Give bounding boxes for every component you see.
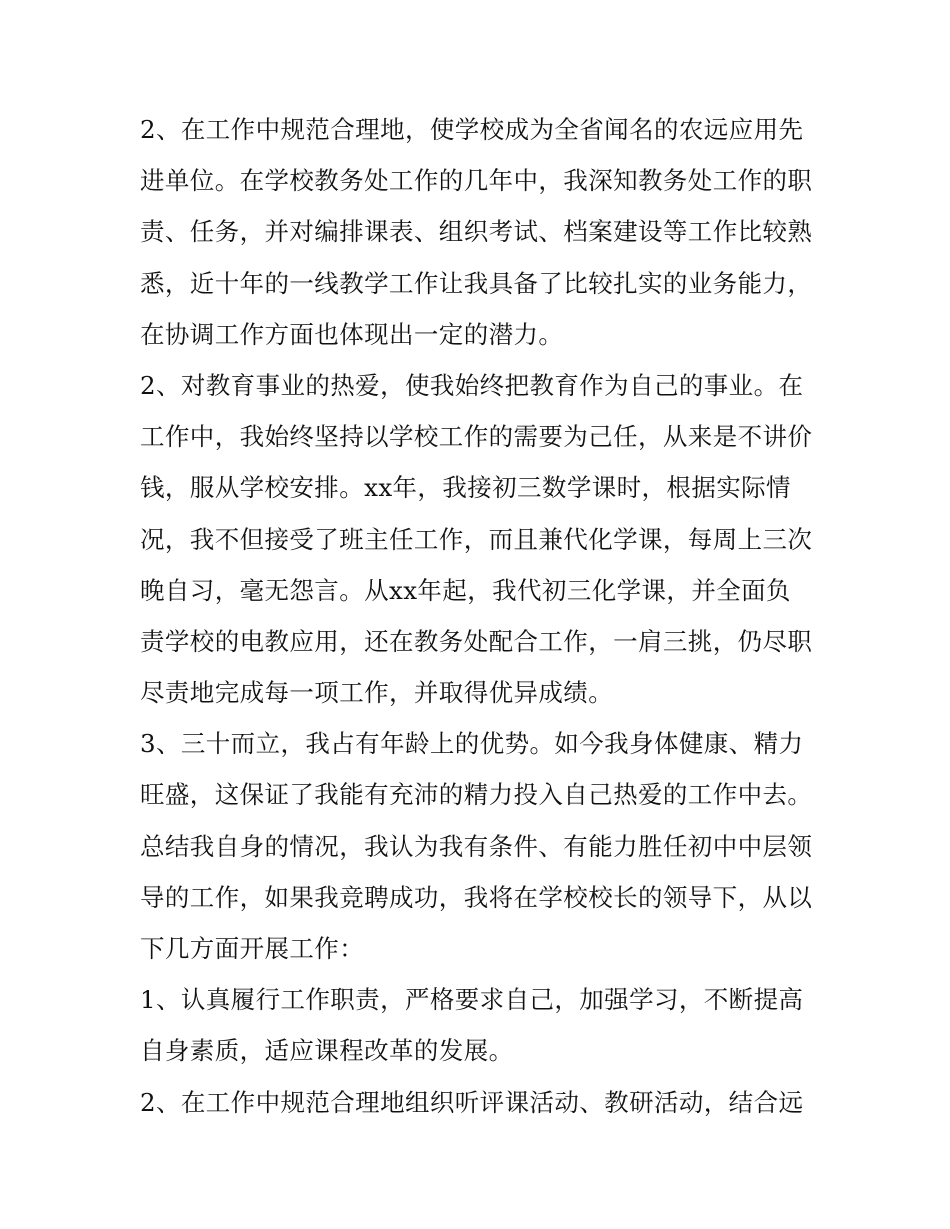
text-line: 自身素质，适应课程改革的发展。 (140, 1036, 514, 1066)
text-line: 工作中，我始终坚持以学校工作的需要为己任，从来是不讲价 (140, 422, 813, 452)
text-line: 尽责地完成每一项工作，并取得优异成绩。 (140, 678, 614, 708)
text-line: 晚自习，毫无怨言。从xx年起，我代初三化学课，并全面负 (140, 575, 791, 605)
text-line: 责、任务，并对编排课表、组织考试、档案建设等工作比较熟 (140, 217, 813, 247)
text-line: 在协调工作方面也体现出一定的潜力。 (140, 319, 564, 349)
text-line: 2、对教育事业的热爱，使我始终把教育作为自己的事业。在 (140, 370, 804, 400)
text-line: 钱，服从学校安排。xx年，我接初三数学课时，根据实际情 (140, 473, 791, 503)
text-line: 悉，近十年的一线教学工作让我具备了比较扎实的业务能力， (140, 268, 813, 298)
text-line: 况，我不但接受了班主任工作，而且兼代化学课，每周上三次 (140, 524, 813, 554)
text-line: 1、认真履行工作职责，严格要求自己，加强学习，不断提高 (140, 985, 804, 1015)
text-line: 2、在工作中规范合理地，使学校成为全省闻名的农远应用先 (140, 115, 804, 144)
document-body (140, 104, 820, 1128)
text-line: 2、在工作中规范合理地组织听评课活动、教研活动，结合远 (140, 1087, 804, 1117)
text-line: 总结我自身的情况，我认为我有条件、有能力胜任初中中层领 (140, 831, 813, 861)
text-line: 导的工作，如果我竞聘成功，我将在学校校长的领导下，从以 (140, 882, 813, 912)
text-line: 责学校的电教应用，还在教务处配合工作，一肩三挑，仍尽职 (140, 626, 813, 656)
text-line: 进单位。在学校教务处工作的几年中，我深知教务处工作的职 (140, 166, 813, 196)
text-line: 旺盛，这保证了我能有充沛的精力投入自己热爱的工作中去。 (140, 780, 813, 810)
text-line: 3、三十而立，我占有年龄上的优势。如今我身体健康、精力 (140, 729, 804, 759)
text-line: 下几方面开展工作： (140, 934, 365, 963)
